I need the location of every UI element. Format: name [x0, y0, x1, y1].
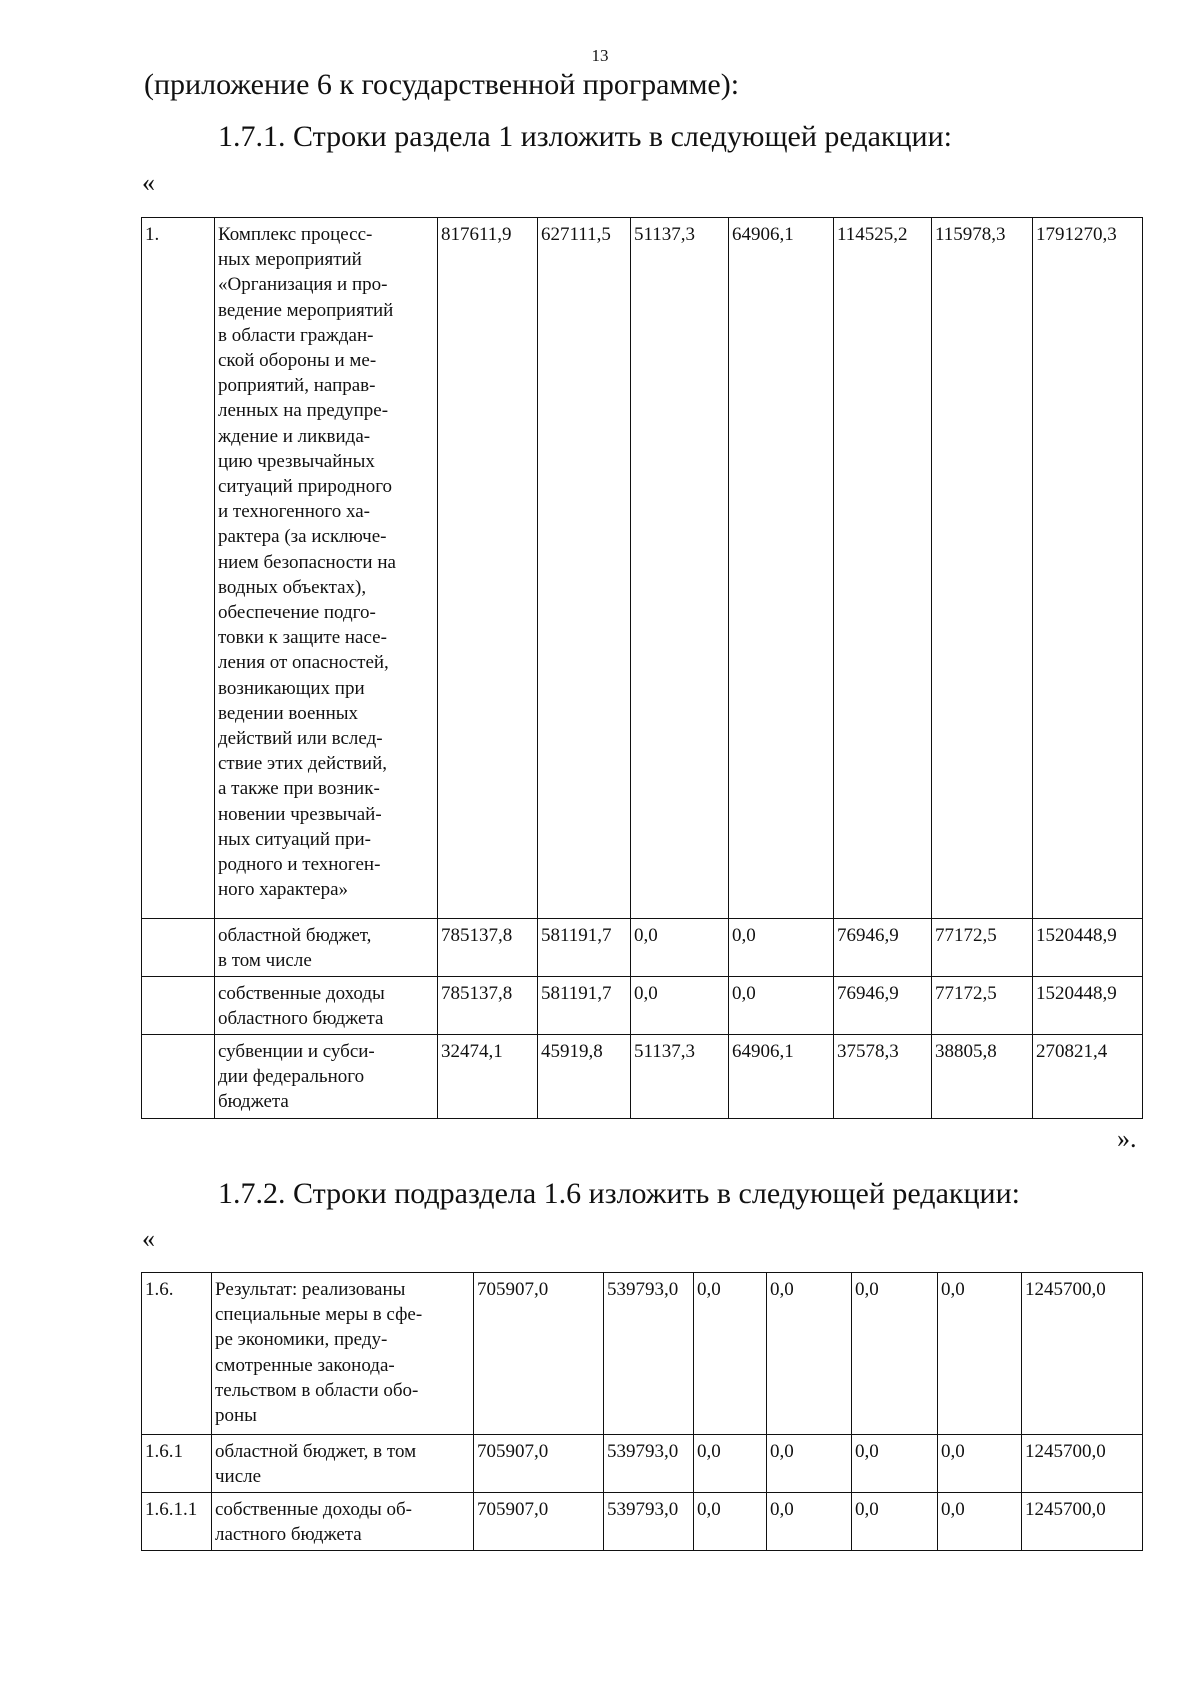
value-cell: 51137,3: [631, 218, 729, 919]
table-row: [142, 218, 1143, 919]
value-cell: 705907,0: [474, 1273, 604, 1435]
value-cell: 817611,9: [438, 218, 538, 919]
value-cell: 0,0: [631, 977, 729, 1035]
value-cell: 64906,1: [729, 1035, 834, 1119]
description-line: родного и техноген-: [218, 854, 381, 876]
description-line: ствие этих действий,: [218, 753, 387, 775]
value-cell: 0,0: [852, 1493, 938, 1551]
value-cell: 0,0: [767, 1435, 852, 1493]
table-row: [142, 919, 1143, 977]
description-line: дии федерального: [218, 1066, 365, 1088]
description-line: цию чрезвычайных: [218, 450, 375, 472]
description-line: собственные доходы: [218, 983, 385, 1004]
description-line: ведении военных: [218, 702, 359, 724]
value-cell: 64906,1: [729, 218, 834, 919]
description-line: а также при возник-: [218, 778, 380, 800]
value-cell: 45919,8: [538, 1035, 631, 1119]
description-line: областной бюджет,: [218, 925, 372, 946]
value-cell: 0,0: [852, 1273, 938, 1435]
description-line: в том числе: [218, 950, 312, 972]
row-description-cell: [215, 1035, 438, 1119]
intro-line: (приложение 6 к государственной программе):: [144, 68, 740, 101]
value-cell: 1245700,0: [1022, 1493, 1143, 1551]
value-cell: 37578,3: [834, 1035, 932, 1119]
value-cell: 539793,0: [604, 1435, 694, 1493]
description-line: областного бюджета: [218, 1008, 384, 1030]
description-line: бюджета: [218, 1091, 289, 1113]
description-line: возникающих при: [218, 677, 365, 699]
description-line: водных объектах),: [218, 576, 367, 598]
value-cell: 705907,0: [474, 1435, 604, 1493]
description-line: областной бюджет, в том: [215, 1441, 417, 1462]
value-cell: 76946,9: [834, 977, 932, 1035]
value-cell: 32474,1: [438, 1035, 538, 1119]
value-cell: 539793,0: [604, 1273, 694, 1435]
value-cell: 0,0: [631, 919, 729, 977]
section-1-quote-open: «: [142, 168, 155, 197]
row-number-cell: [142, 1035, 215, 1119]
section-2-heading: 1.7.2. Строки подраздела 1.6 изложить в следующей редакции:: [218, 1177, 1020, 1210]
description-line: ской обороны и ме-: [218, 350, 377, 372]
value-cell: 539793,0: [604, 1493, 694, 1551]
value-cell: 115978,3: [932, 218, 1033, 919]
value-cell: 51137,3: [631, 1035, 729, 1119]
description-line: субвенции и субси-: [218, 1041, 375, 1062]
description-line: ведение мероприятий: [218, 299, 394, 321]
row-number-cell: 1.6.1: [142, 1435, 212, 1493]
table-row: [142, 1273, 1143, 1435]
row-description-cell: [215, 919, 438, 977]
value-cell: 114525,2: [834, 218, 932, 919]
table-row: [142, 1493, 1143, 1551]
value-cell: 0,0: [694, 1273, 767, 1435]
section-1-quote-close: ».: [1117, 1124, 1137, 1153]
row-number-cell: [142, 919, 215, 977]
value-cell: 1791270,3: [1033, 218, 1143, 919]
value-cell: 785137,8: [438, 919, 538, 977]
description-line: рактера (за исключе-: [218, 526, 387, 548]
description-line: нием безопасности на: [218, 551, 396, 573]
section-1-heading: 1.7.1. Строки раздела 1 изложить в следующей редакции:: [218, 120, 953, 153]
description-line: обеспечение подго-: [218, 602, 376, 624]
value-cell: 77172,5: [932, 919, 1033, 977]
value-cell: 1520448,9: [1033, 977, 1143, 1035]
value-cell: 77172,5: [932, 977, 1033, 1035]
description-line: роприятий, направ-: [218, 375, 376, 397]
description-line: ре экономики, преду-: [215, 1329, 388, 1351]
value-cell: 1245700,0: [1022, 1273, 1143, 1435]
description-line: роны: [215, 1405, 257, 1427]
value-cell: 0,0: [767, 1493, 852, 1551]
value-cell: 270821,4: [1033, 1035, 1143, 1119]
table-row: [142, 977, 1143, 1035]
description-line: действий или вслед-: [218, 728, 383, 750]
section-2-table-body: [142, 1273, 1143, 1551]
value-cell: 0,0: [694, 1493, 767, 1551]
row-description-cell: [212, 1493, 474, 1551]
value-cell: 0,0: [694, 1435, 767, 1493]
value-cell: 0,0: [938, 1493, 1022, 1551]
description-line: ленных на предупре-: [218, 400, 389, 422]
section-1-table: [141, 217, 1143, 1119]
section-2-table: [141, 1272, 1143, 1551]
description-line: специальные меры в сфе-: [215, 1304, 423, 1326]
description-line: ных мероприятий: [218, 249, 362, 271]
description-line: в области граждан-: [218, 324, 374, 346]
value-cell: 0,0: [852, 1435, 938, 1493]
page-number: 13: [591, 46, 609, 65]
value-cell: 0,0: [767, 1273, 852, 1435]
section-1-table-body: [142, 218, 1143, 1119]
value-cell: 1245700,0: [1022, 1435, 1143, 1493]
value-cell: 705907,0: [474, 1493, 604, 1551]
row-description-cell: [212, 1435, 474, 1493]
value-cell: 581191,7: [538, 977, 631, 1035]
row-description-cell: [212, 1273, 474, 1435]
section-2-quote-open: «: [142, 1224, 155, 1253]
description-line: новении чрезвычай-: [218, 803, 382, 825]
row-description-cell: [215, 218, 438, 919]
value-cell: 1520448,9: [1033, 919, 1143, 977]
description-line: собственные доходы об-: [215, 1499, 413, 1520]
value-cell: 0,0: [729, 977, 834, 1035]
description-line: ластного бюджета: [215, 1524, 362, 1546]
description-line: смотренные законода-: [215, 1354, 395, 1376]
description-line: числе: [215, 1466, 262, 1488]
value-cell: 627111,5: [538, 218, 631, 919]
description-line: товки к защите насе-: [218, 627, 387, 649]
row-number-cell: [142, 977, 215, 1035]
row-description-cell: [215, 977, 438, 1035]
description-line: тельством в области обо-: [215, 1379, 419, 1401]
row-number-cell: 1.6.: [142, 1273, 212, 1435]
description-line: «Организация и про-: [218, 274, 388, 296]
row-number-cell: 1.: [142, 218, 215, 919]
value-cell: 785137,8: [438, 977, 538, 1035]
table-row: [142, 1035, 1143, 1119]
description-line: ного характера»: [218, 879, 349, 901]
description-line: Комплекс процесс-: [218, 224, 373, 245]
description-line: ления от опасностей,: [218, 652, 389, 674]
value-cell: 0,0: [938, 1435, 1022, 1493]
description-line: Результат: реализованы: [215, 1279, 406, 1300]
description-line: ждение и ликвида-: [218, 425, 371, 447]
description-line: ных ситуаций при-: [218, 828, 371, 850]
value-cell: 581191,7: [538, 919, 631, 977]
description-line: ситуаций природного: [218, 476, 393, 498]
table-row: [142, 1435, 1143, 1493]
value-cell: 0,0: [729, 919, 834, 977]
row-number-cell: 1.6.1.1: [142, 1493, 212, 1551]
description-line: и техногенного ха-: [218, 501, 370, 523]
value-cell: 0,0: [938, 1273, 1022, 1435]
value-cell: 38805,8: [932, 1035, 1033, 1119]
value-cell: 76946,9: [834, 919, 932, 977]
